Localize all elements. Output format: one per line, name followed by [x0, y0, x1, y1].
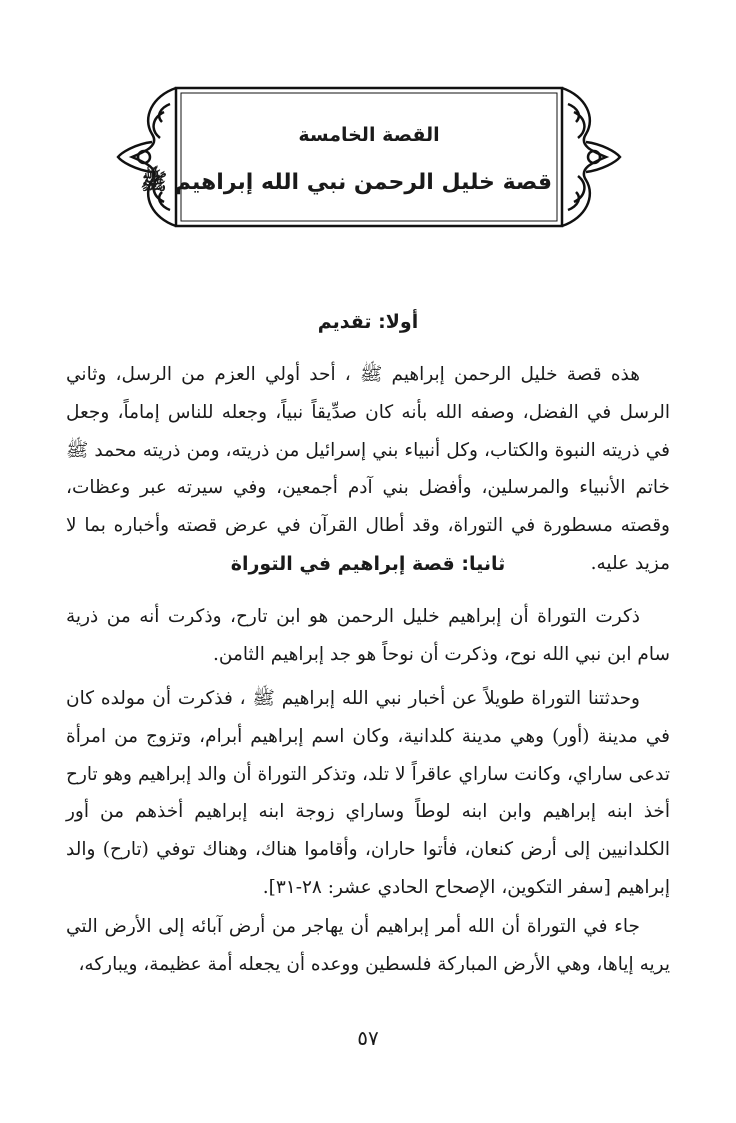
- section-heading-introduction: أولا: تقديم: [317, 311, 419, 333]
- title-box: [116, 82, 622, 232]
- paragraph-introduction: [66, 356, 670, 583]
- story-number-title: القصة الخامسة: [298, 124, 440, 146]
- ornamental-frame-icon: [116, 82, 622, 232]
- paragraph-text: هذه قصة خليل الرحمن إبراهيم ﷺ ، أحد أولي العزم من الرسل، وثاني الرسل في الفضل، وصفه الله بأنه كان صدِّيقاً نبياً، وجعله للناس إماماً، وجعل في ذريته النبوة والكتاب، وكل أنبياء بني إسرائيل من ذريته، ومن ذريته محمد ﷺ خاتم الأنبياء والمرسلين، وأفضل بني آدم أجمعين، وفي سيرته عبر وعظات، وقصته مسطورة في التوراة، وقد أطال القرآن في عرض قصته وأخباره بما لا مزيد عليه.: [66, 364, 670, 574]
- paragraph-torah-life: [66, 680, 670, 907]
- story-main-title: قصة خليل الرحمن نبي الله إبراهيم ﷺ: [140, 170, 552, 195]
- paragraph-torah-lineage: [66, 598, 670, 674]
- paragraph-text: وحدثتنا التوراة طويلاً عن أخبار نبي الله إبراهيم ﷺ ، فذكرت أن مولده كان في مدينة (أور) وهي مدينة كلدانية، وكان اسم إبراهيم أبرام، وتزوج من امرأة تدعى ساراي، وكانت ساراي عاقراً لا تلد، وتذكر التوراة أن والد إبراهيم وهو تارح أخذ ابنه إبراهيم وابن ابنه لوطاً وساراي زوجة ابنه إبراهيم أخذهم من أور الكلدانيين إلى أرض كنعان، فأتوا حاران، وأقاموا هناك، وهناك توفي (تارح) والد إبراهيم [سفر التكوين، الإصحاح الحادي عشر: ٢٨-٣١].: [66, 688, 670, 898]
- paragraph-torah-migration: [66, 908, 670, 984]
- section-heading-torah: ثانيا: قصة إبراهيم في التوراة: [230, 553, 506, 575]
- paragraph-text: ذكرت التوراة أن إبراهيم خليل الرحمن هو ابن تارح، وذكرت أنه من ذرية سام ابن نبي الله نوح، وذكرت أن نوحاً هو جد إبراهيم الثامن.: [66, 606, 670, 665]
- page-number: ٥٧: [357, 1026, 379, 1050]
- paragraph-text: جاء في التوراة أن الله أمر إبراهيم أن يهاجر من أرض آبائه إلى الأرض التي يريه إياها، وهي الأرض المباركة فلسطين ووعده أن يجعله أمة عظيمة، ويباركه،: [66, 916, 670, 975]
